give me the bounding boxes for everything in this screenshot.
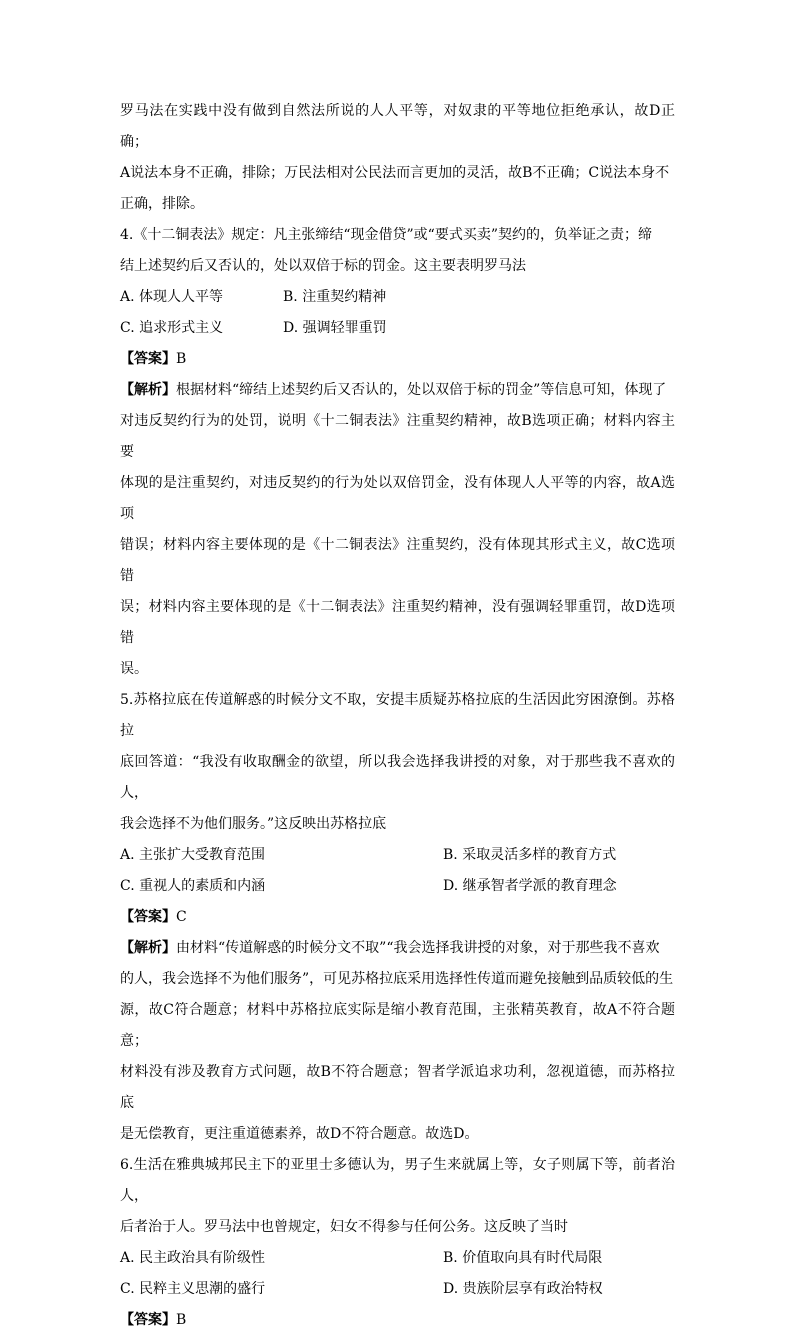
question-stem-line: 5.苏格拉底在传道解惑的时候分文不取，安提丰质疑苏格拉底的生活因此穷困潦倒。苏格拉 bbox=[120, 692, 675, 739]
options-row bbox=[120, 313, 675, 344]
options-row bbox=[120, 1274, 675, 1305]
answer-line bbox=[120, 344, 675, 375]
question-stem-line: 后者治于人。罗马法中也曾规定，妇女不得参与任何公务。这反映了当时 bbox=[120, 1219, 568, 1235]
analysis-line: 是无偿教育，更注重道德素养，故D不符合题意。故选D。 bbox=[120, 1126, 479, 1142]
page-content bbox=[120, 96, 675, 1336]
option-b: B. 采取灵活多样的教育方式 bbox=[443, 847, 617, 863]
question-4 bbox=[120, 220, 675, 685]
analysis-line: 错误；材料内容主要体现的是《十二铜表法》注重契约，没有体现其形式主义，故C选项错 bbox=[120, 537, 675, 584]
analysis-line bbox=[120, 933, 675, 964]
answer-line bbox=[120, 1305, 675, 1336]
option-a: A. 体现人人平等 bbox=[120, 289, 224, 305]
options-row bbox=[120, 871, 675, 902]
answer-tag: 【答案】 bbox=[120, 909, 176, 925]
option-b: B. 价值取向具有时代局限 bbox=[443, 1250, 603, 1266]
analysis-text: 由材料“传道解惑的时候分文不取”“我会选择我讲授的对象，对于那些我不喜欢 bbox=[176, 940, 660, 956]
answer-value: C bbox=[176, 909, 187, 925]
text-line: 正确，排除。 bbox=[120, 196, 204, 212]
text-line: A说法本身不正确，排除；万民法相对公民法而言更加的灵活，故B不正确；C说法本身不 bbox=[120, 165, 670, 181]
answer-line bbox=[120, 902, 675, 933]
option-a: A. 主张扩大受教育范围 bbox=[120, 847, 266, 863]
analysis-line: 误。 bbox=[120, 661, 148, 677]
question-stem-line: 结上述契约后又否认的，处以双倍于标的罚金。这主要表明罗马法 bbox=[120, 258, 526, 274]
options-row bbox=[120, 1243, 675, 1274]
analysis-tag: 【解析】 bbox=[120, 382, 176, 398]
text-line: 罗马法在实践中没有做到自然法所说的人人平等，对奴隶的平等地位拒绝承认，故D正确； bbox=[120, 103, 675, 150]
option-c: C. 民粹主义思潮的盛行 bbox=[120, 1281, 266, 1297]
options-row bbox=[120, 840, 675, 871]
option-a: A. 民主政治具有阶级性 bbox=[120, 1250, 266, 1266]
question-stem-line: 我会选择不为他们服务。”这反映出苏格拉底 bbox=[120, 816, 387, 832]
analysis-line: 对违反契约行为的处罚，说明《十二铜表法》注重契约精神，故B选项正确；材料内容主要 bbox=[120, 413, 675, 460]
analysis-tag: 【解析】 bbox=[120, 940, 176, 956]
answer-tag: 【答案】 bbox=[120, 351, 176, 367]
question-6 bbox=[120, 1150, 675, 1336]
answer-value: B bbox=[176, 1312, 187, 1328]
option-c: C. 重视人的素质和内涵 bbox=[120, 878, 266, 894]
question-5 bbox=[120, 685, 675, 1150]
analysis-line bbox=[120, 375, 675, 406]
analysis-line: 误；材料内容主要体现的是《十二铜表法》注重契约精神，没有强调轻罪重罚，故D选项错 bbox=[120, 599, 675, 646]
analysis-line: 材料没有涉及教育方式问题，故B不符合题意；智者学派追求功利，忽视道德，而苏格拉底 bbox=[120, 1064, 675, 1111]
option-d: D. 贵族阶层享有政治特权 bbox=[443, 1281, 603, 1297]
option-c: C. 追求形式主义 bbox=[120, 320, 224, 336]
answer-tag: 【答案】 bbox=[120, 1312, 176, 1328]
option-b: B. 注重契约精神 bbox=[283, 289, 387, 305]
question-stem-line: 底回答道：“我没有收取酬金的欲望，所以我会选择我讲授的对象，对于那些我不喜欢的人， bbox=[120, 754, 675, 801]
options-row bbox=[120, 282, 675, 313]
analysis-line: 体现的是注重契约，对违反契约的行为处以双倍罚金，没有体现人人平等的内容，故A选项 bbox=[120, 475, 675, 522]
analysis-text: 根据材料“缔结上述契约后又否认的，处以双倍于标的罚金”等信息可知，体现了 bbox=[176, 382, 667, 398]
option-d: D. 强调轻罪重罚 bbox=[283, 320, 387, 336]
question-stem-line: 4.《十二铜表法》规定：凡主张缔结“现金借贷”或“要式买卖”契约的，负举证之责；缔 bbox=[120, 227, 652, 243]
analysis-line: 源，故C符合题意；材料中苏格拉底实际是缩小教育范围，主张精英教育，故A不符合题意； bbox=[120, 1002, 675, 1049]
carryover-analysis bbox=[120, 96, 675, 220]
analysis-line: 的人，我会选择不为他们服务”，可见苏格拉底采用选择性传道而避免接触到品质较低的生 bbox=[120, 971, 674, 987]
option-d: D. 继承智者学派的教育理念 bbox=[443, 878, 617, 894]
question-stem-line: 6.生活在雅典城邦民主下的亚里士多德认为，男子生来就属上等，女子则属下等，前者治人， bbox=[120, 1157, 675, 1204]
answer-value: B bbox=[176, 351, 187, 367]
